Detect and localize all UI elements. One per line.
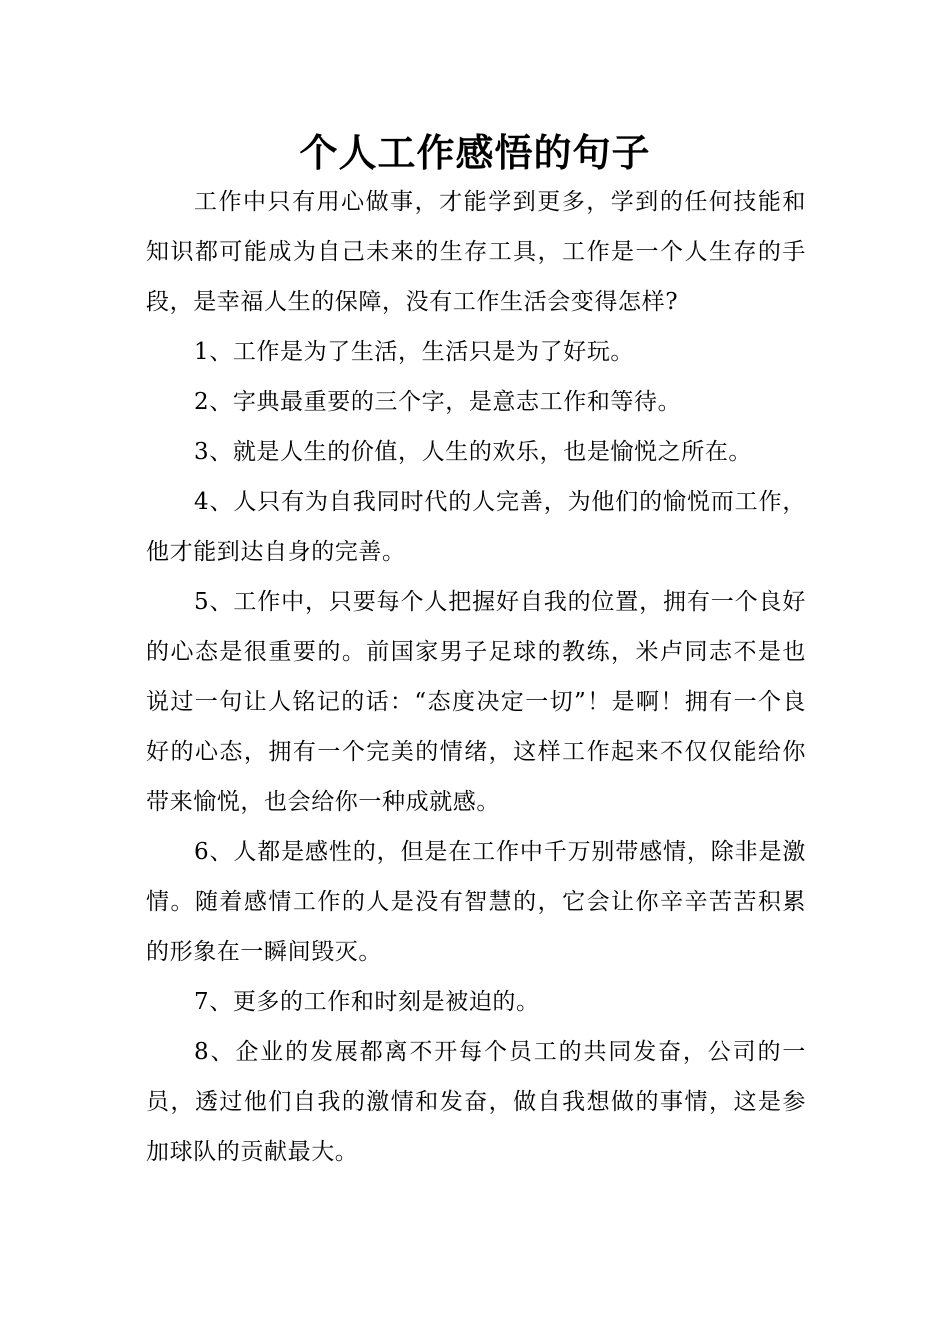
quote-paragraph-8: 8、企业的发展都离不开每个员工的共同发奋，公司的一员，透过他们自我的激情和发奋，做自我想做的事情，这是参加球队的贡献最大。 [146, 1039, 806, 1165]
quote-paragraph-3: 3、就是人生的价值，人生的欢乐，也是愉悦之所在。 [194, 439, 753, 465]
quote-paragraph-6: 6、人都是感性的，但是在工作中千万别带感情，除非是激情。随着感情工作的人是没有智慧的，它会让你辛辛苦苦积累的形象在一瞬间毁灭。 [146, 839, 806, 965]
quote-paragraph-5: 5、工作中，只要每个人把握好自我的位置，拥有一个良好的心态是很重要的。前国家男子足球的教练，米卢同志不是也说过一句让人铭记的话：“态度决定一切”！是啊！拥有一个良好的心态，拥有一个完美的情绪，这样工作起来不仅仅能给你带来愉悦，也会给你一种成就感。 [146, 589, 806, 815]
intro-paragraph: 工作中只有用心做事，才能学到更多，学到的任何技能和知识都可能成为自己未来的生存工具，工作是一个人生存的手段，是幸福人生的保障，没有工作生活会变得怎样? [146, 189, 806, 315]
document-title: 个人工作感悟的句子 [299, 130, 651, 175]
document-body [146, 177, 806, 1177]
quote-paragraph-1: 1、工作是为了生活，生活只是为了好玩。 [194, 339, 635, 365]
quote-paragraph-2: 2、字典最重要的三个字，是意志工作和等待。 [194, 389, 682, 415]
quote-paragraph-7: 7、更多的工作和时刻是被迫的。 [194, 989, 540, 1015]
quote-paragraph-4: 4、人只有为自我同时代的人完善，为他们的愉悦而工作，他才能到达自身的完善。 [146, 489, 806, 565]
